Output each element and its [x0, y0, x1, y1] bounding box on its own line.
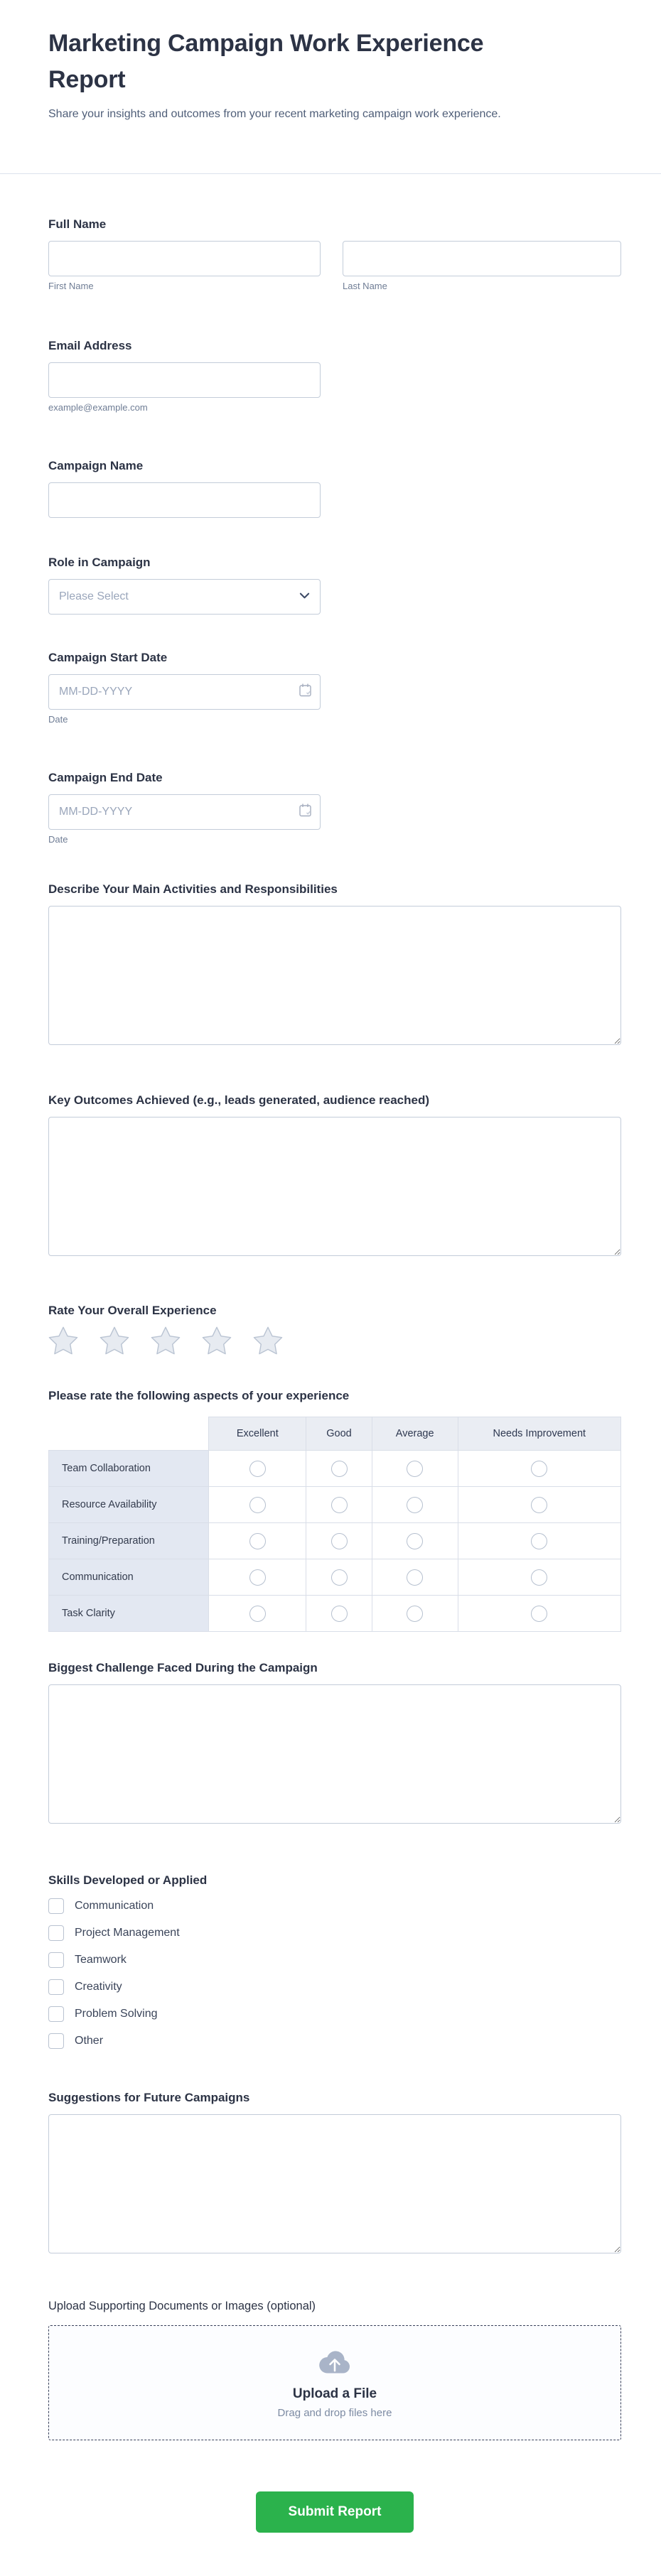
upload-dropzone[interactable]: [48, 2325, 621, 2440]
calendar-icon[interactable]: [299, 803, 312, 821]
start-date-label: Campaign Start Date: [48, 651, 168, 664]
end-date-label: Campaign End Date: [48, 771, 163, 784]
star-icon[interactable]: [151, 1326, 181, 1355]
field-upload: [48, 2299, 621, 2440]
suggestions-label: Suggestions for Future Campaigns: [48, 2091, 250, 2104]
field-email: [48, 339, 621, 413]
skill-option-label: Teamwork: [75, 1954, 127, 1966]
skill-option: [48, 1925, 621, 1942]
star-icon[interactable]: [202, 1326, 232, 1355]
last-name-sublabel: Last Name: [343, 281, 387, 291]
field-challenge: [48, 1661, 621, 1827]
campaign-name-input[interactable]: [48, 482, 321, 518]
skill-checkbox[interactable]: [48, 1952, 64, 1968]
matrix-header-row: [49, 1417, 621, 1451]
star-rating: [48, 1326, 621, 1355]
matrix-row-label: Training/Preparation: [49, 1523, 209, 1559]
matrix-row: [49, 1523, 621, 1559]
end-date-sublabel: Date: [48, 834, 68, 845]
skill-checkbox[interactable]: [48, 2033, 64, 2049]
skill-option: [48, 1898, 621, 1915]
submit-button[interactable]: Submit Report: [256, 2491, 414, 2533]
matrix-radio[interactable]: [531, 1533, 547, 1549]
skill-checkbox[interactable]: [48, 2006, 64, 2022]
start-date-sublabel: Date: [48, 714, 68, 725]
skill-option: [48, 1979, 621, 1996]
end-date-wrap: [48, 794, 321, 830]
upload-title: Upload a File: [292, 2386, 377, 2401]
first-name-input[interactable]: [48, 241, 321, 276]
role-label: Role in Campaign: [48, 556, 151, 569]
skills-label: Skills Developed or Applied: [48, 1873, 208, 1887]
full-name-label: Full Name: [48, 217, 107, 231]
field-aspect-matrix: [48, 1389, 621, 1632]
first-name-col: [48, 241, 321, 292]
skill-option-label: Problem Solving: [75, 2008, 158, 2020]
matrix-col-header: Average: [372, 1417, 458, 1451]
suggestions-textarea[interactable]: [48, 2114, 621, 2253]
matrix-row: [49, 1487, 621, 1523]
star-icon[interactable]: [48, 1326, 78, 1355]
matrix-radio[interactable]: [531, 1461, 547, 1477]
campaign-name-label: Campaign Name: [48, 459, 144, 472]
field-start-date: [48, 651, 621, 725]
chevron-down-icon: [299, 590, 310, 604]
challenge-textarea[interactable]: [48, 1684, 621, 1824]
matrix-row: [49, 1596, 621, 1632]
outcomes-label: Key Outcomes Achieved (e.g., leads generated, audience reached): [48, 1093, 430, 1107]
star-icon[interactable]: [100, 1326, 129, 1355]
skill-option: [48, 2006, 621, 2023]
upload-label: Upload Supporting Documents or Images (optional): [48, 2300, 316, 2312]
field-campaign-name: [48, 459, 621, 518]
field-skills: [48, 1873, 621, 2050]
matrix-radio[interactable]: [249, 1533, 266, 1549]
form-subtitle: Share your insights and outcomes from your recent marketing campaign work experience.: [48, 108, 501, 120]
skill-option: [48, 2033, 621, 2050]
matrix-radio[interactable]: [407, 1606, 423, 1622]
last-name-input[interactable]: [343, 241, 621, 276]
star-icon[interactable]: [253, 1326, 283, 1355]
form-body: [0, 174, 661, 2573]
matrix-row: [49, 1451, 621, 1487]
matrix-radio[interactable]: [331, 1533, 348, 1549]
email-label: Email Address: [48, 339, 132, 352]
matrix-corner-cell: [49, 1417, 209, 1451]
matrix-radio[interactable]: [249, 1497, 266, 1513]
field-activities: [48, 882, 621, 1049]
matrix-radio[interactable]: [249, 1461, 266, 1477]
matrix-row-label: Task Clarity: [49, 1596, 209, 1632]
matrix-radio[interactable]: [407, 1497, 423, 1513]
name-row: [48, 241, 621, 292]
skill-checkbox[interactable]: [48, 1925, 64, 1941]
outcomes-textarea[interactable]: [48, 1117, 621, 1256]
aspect-matrix-table: [48, 1417, 621, 1632]
end-date-input[interactable]: [48, 794, 321, 830]
matrix-radio[interactable]: [407, 1533, 423, 1549]
form-title: Marketing Campaign Work Experience Report: [48, 30, 484, 93]
field-overall-rating: [48, 1304, 621, 1355]
last-name-col: [343, 241, 621, 292]
matrix-radio[interactable]: [531, 1569, 547, 1586]
submit-row: [48, 2491, 621, 2533]
skill-option-label: Communication: [75, 1900, 154, 1912]
skill-option-label: Project Management: [75, 1927, 180, 1939]
matrix-col-header: Needs Improvement: [458, 1417, 620, 1451]
matrix-radio[interactable]: [531, 1497, 547, 1513]
skill-option: [48, 1952, 621, 1969]
field-full-name: [48, 217, 621, 292]
form-header: [0, 0, 661, 174]
matrix-radio[interactable]: [331, 1461, 348, 1477]
cloud-upload-icon: [318, 2347, 352, 2380]
calendar-icon[interactable]: [299, 683, 312, 701]
challenge-label: Biggest Challenge Faced During the Campaign: [48, 1661, 318, 1674]
start-date-wrap: [48, 674, 321, 710]
field-end-date: [48, 771, 621, 845]
field-suggestions: [48, 2091, 621, 2257]
matrix-radio[interactable]: [249, 1569, 266, 1586]
matrix-radio[interactable]: [249, 1606, 266, 1622]
matrix-row-label: Team Collaboration: [49, 1451, 209, 1487]
matrix-radio[interactable]: [407, 1569, 423, 1586]
matrix-radio[interactable]: [407, 1461, 423, 1477]
skill-checkbox[interactable]: [48, 1898, 64, 1914]
matrix-radio[interactable]: [331, 1569, 348, 1586]
field-outcomes: [48, 1093, 621, 1260]
matrix-radio[interactable]: [531, 1606, 547, 1622]
activities-label: Describe Your Main Activities and Responsibilities: [48, 882, 338, 896]
activities-textarea[interactable]: [48, 906, 621, 1045]
skill-option-label: Other: [75, 2035, 104, 2047]
skill-checkbox[interactable]: [48, 1979, 64, 1995]
start-date-input[interactable]: [48, 674, 321, 710]
matrix-col-header: Good: [306, 1417, 372, 1451]
upload-hint: Drag and drop files here: [277, 2406, 392, 2419]
matrix-row-label: Resource Availability: [49, 1487, 209, 1523]
email-input[interactable]: [48, 362, 321, 398]
role-select[interactable]: [48, 579, 321, 615]
matrix-radio[interactable]: [331, 1606, 348, 1622]
matrix-row-label: Communication: [49, 1559, 209, 1596]
matrix-col-header: Excellent: [209, 1417, 306, 1451]
aspect-matrix-label: Please rate the following aspects of your experience: [48, 1389, 350, 1402]
first-name-sublabel: First Name: [48, 281, 94, 291]
email-sublabel: example@example.com: [48, 402, 148, 413]
role-select-value: Please Select: [59, 590, 129, 602]
skill-option-label: Creativity: [75, 1981, 122, 1993]
field-role: [48, 556, 621, 615]
matrix-row: [49, 1559, 621, 1596]
matrix-radio[interactable]: [331, 1497, 348, 1513]
overall-rating-label: Rate Your Overall Experience: [48, 1304, 217, 1317]
